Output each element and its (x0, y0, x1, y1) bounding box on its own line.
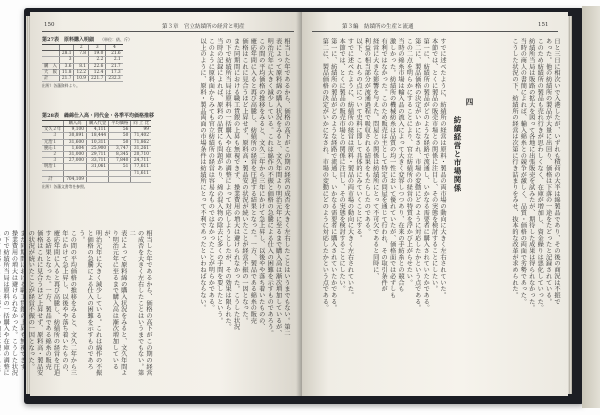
body-column: 当時の記録によれば、原料の品質にも問題があり、綿の混入物の除去に多くの手間を要したという。 (215, 38, 223, 324)
table-28-grid: 購入高 購入代金 平均価格 同 上 比 文久２年 9,100 4,111 56 99 ３ 30,891 18,444 50 71,402 元治１ 31,600 10,311 50 71,862 慶応１ 1,604 25,900 3,747 31,261 ２ 31,000 29,711 8,345 20,710 ３ 27,000 33,711 7,840 24,711 明治１ 31,061 51 77,611 71,611 計 704,109 (44, 121, 149, 182)
body-column: 当時の商人の書簡によれば、輸入綿糸との競争が激しく、品質・価格の両面で劣勢であった。 (519, 38, 527, 305)
left-page (2, 12, 302, 396)
table-28-title: 第28表 繰綿仕入高・同代金・各季平均価格推移 (42, 113, 154, 119)
body-column: 第一に、紡績所の製品がどのような経路で流通し、いかなる需要者に購入されていたかである。 (422, 38, 430, 312)
table-27-grid: 2 3 4 28.1 7.8 19.0 21.6 3 2.2 2.1 購 入 3.6 8.1 22.6 21.7 大 阪 11.8 12.2 12.4 17.3 計 21.7 10.9 221.7 232.3 (44, 45, 121, 82)
table-row: 大 阪 11.8 12.2 12.4 17.3 (44, 69, 121, 75)
body-column: 当時の綿糸市場は輸入品の流入によって大きく変容しつつあり、在来の手紡糸との競合も (396, 38, 404, 292)
body-column: すでに述べたように、紡績所の経営は原料・製品の両市場の動向に大きく左右されていた。 (346, 38, 354, 299)
body-column: 第一に、紡績所の製品がどのような経路で流通し、いかなる需要者に購入されていたかである。 (329, 38, 337, 312)
table-row: 元治１ 31,600 10,311 50 71,862 (44, 139, 149, 145)
body-column: 価格はこれに見合うほど上昇せず、原料高・製品安の状況が続いたことが経営不振の一因となった。 (27, 230, 43, 377)
table-row: 3 2.2 2.1 (42, 57, 123, 63)
body-column: 紡績所当局は販路の拡大を図って各地に出張販売を試みたが、期待した成果は得られなかった。 (527, 38, 535, 312)
page-stack-right (568, 16, 572, 394)
body-column: この間の平均価格の推移をみると、文久二年から三年にかけて急上昇し、以後やや落ち着いたものの、 (60, 230, 77, 377)
body-column: 相当した年であるから、価格の高下がこの期の経営の成否を大きく左右したことはいうまでもない。第二 (283, 38, 290, 337)
body-column: 本節では、とくに製品の販売市場との関係に注目し、その実態を検討することにしたい。 (430, 38, 438, 292)
body-column: この間の平均価格の推移をみると、文久二年から三年にかけて急上昇し、以後やや落ち着いたものの、 (257, 38, 265, 331)
table-row: 文久２年 9,100 4,111 56 99 (44, 127, 149, 133)
section-number: 四 (465, 98, 474, 106)
body-column: この二点を明らかにすることにより、官立紡績所の経営の特質を浮かび上がらせたい。 (405, 38, 413, 286)
left-running-head: 第３章 官立紡績所の経営と明産 (162, 24, 245, 30)
body-column: 慶応年間に入ると再び高騰し、紡績所の経営を圧迫する結果となった。一方、製品である綿糸の販売 (249, 38, 257, 324)
body-column: 経営に大きな影響を与えた。問屋との関係は紡績所にとって不可欠であると同時に、 (371, 38, 379, 280)
table-row: 計 704,109 (42, 176, 151, 182)
body-column: 明治元年に大きく減少している。これは綿作の不振と価格の急騰による仕入の困難を示すものであろう。 (266, 38, 274, 337)
table-row: 明治１ 31,061 51 77,611 (44, 164, 149, 170)
body-column: このため紡績所の製品も売れ行きが思わしくなく、在庫が増加し、資金繰りは悪化していった。 (536, 38, 544, 312)
table-row: 慶応１ 1,604 25,900 3,747 31,261 (44, 145, 149, 151)
body-column: の下で紡績所当局は原料の一括購入や在庫の調整によって対応しようとしたが、その効果は限られた。 (224, 38, 232, 331)
left-header-rule (42, 31, 294, 32)
right-running-head: 第３編 紡績所の生産と流通 (342, 24, 414, 30)
table-27 (42, 36, 132, 89)
section-heading: 紡績経営と市場関係 (453, 116, 462, 193)
body-column: の下で紡績所当局は原料の一括購入や在庫の調整に (2, 230, 10, 377)
right-page-number: 151 (538, 22, 549, 28)
body-column: あった。他の紡績所の製品が大量に出回り、価格は下落の一途をたどったと記録されている。 (544, 38, 552, 305)
body-column: また同期間における職工賃銀の上昇も無視できず、操業費用の増大は避けられなかった。こうした状況 (232, 38, 240, 331)
table-row: 購 入 3.6 8.1 22.6 21.7 (44, 63, 121, 69)
table-27-note: 出所）各藩資料より。 (42, 83, 80, 89)
body-column: こうした状況の下、紡績所の経営は次第に行き詰まりをみせ、抜本的な改革が求められた。 (510, 38, 518, 299)
table-row: ２ 31,000 29,711 8,345 20,710 (44, 152, 149, 158)
body-column: 以下、これらの点について史料に即して具体的にみていくことにする。 (354, 38, 362, 242)
body-column: 日と三日に相次いで入港したが、いずれも積荷の大半は綿製品であり、その後の商況は不振で (553, 38, 560, 305)
table-row: 71,611 (42, 170, 151, 176)
table-28 (42, 112, 154, 190)
table-28-note: 出所）各藩文書等を参照。 (42, 184, 88, 190)
left-page-number: 150 (44, 22, 55, 28)
table-row: 28.1 7.8 19.0 21.6 (42, 51, 123, 57)
body-column: 激しかった。紡績所の機械紡糸は品質の均一性において優れていたが、価格面では必ずしも (388, 38, 396, 299)
table-row: ３ 30,891 18,444 50 71,402 (44, 133, 149, 139)
body-column: 価格はこれに見合うほど上昇せず、原料高・製品安の状況が続いたことが経営不振の一因となった。 (240, 38, 248, 324)
body-column: 本節では、とくに製品の販売市場との関係に注目し、その実態を検討することにしたい。 (338, 38, 346, 292)
table-row: ３ 27,000 33,711 7,840 24,711 (44, 158, 149, 164)
left-lower-body-text (2, 230, 152, 380)
body-column: また同期間における職工賃銀の上昇も無視できず、操業費用の増大は避けられなかった。こうした状況 (10, 230, 26, 377)
body-column: すでに述べたように、紡績所の経営は原料・製品の両市場の動向に大きく左右されていた。 (439, 38, 446, 299)
table-row: 計 21.7 10.9 221.7 232.3 (44, 76, 121, 82)
right-header-rule (312, 31, 558, 32)
body-column: 表によって原料綿の購入状況をみると、文久年間より明治元年に至るまで購入高は漸次増加しているが、 (102, 230, 127, 377)
body-column: 以上のように、原料・製品両面の市場条件は紡績所にとって不利であったといわねばならない。 (198, 38, 206, 312)
book-case-board (582, 6, 600, 408)
body-column: 利益の相当部分が流通過程で吸収される結果をもたらしたのである。 (363, 38, 371, 235)
body-column: 有利ではなかった。このため販売は主として特定の問屋を通じて行われ、その取引条件が (380, 38, 388, 292)
body-column: 相当した年であるから、価格の高下がこの期の経営の成否を大きく左右したことはいうまでもない。第二 (128, 230, 152, 377)
right-page (302, 12, 568, 396)
left-body-text (158, 38, 290, 383)
body-column: 第二に、製品価格の決定がいかになされ、市場の変動にどのように対応したかという点である。 (413, 38, 421, 312)
body-column: 慶応年間に入ると再び高騰し、紡績所の経営を圧迫する結果となった。一方、製品である綿糸の販売 (44, 230, 60, 377)
right-body-text-before (480, 38, 560, 383)
body-column: このように原料面からみても官立紡績所の経営は容易なものではなかったことが明らかである。 (207, 38, 215, 312)
body-column: 明治元年に大きく減少している。これは綿作の不振と価格の急騰による仕入の困難を示すものであろう。 (77, 230, 102, 377)
right-body-text-after (312, 38, 446, 383)
table-27-title: 第27表 原料購入明細 （単位：俵、斤） (42, 37, 132, 43)
body-column: 第二に、製品価格の決定がいかになされ、市場の変動にどのように対応したかという点である。 (321, 38, 329, 312)
body-column: 表によって原料綿の購入状況をみると、文久年間より明治元年に至るまで購入高は漸次増加しているが、 (274, 38, 282, 337)
